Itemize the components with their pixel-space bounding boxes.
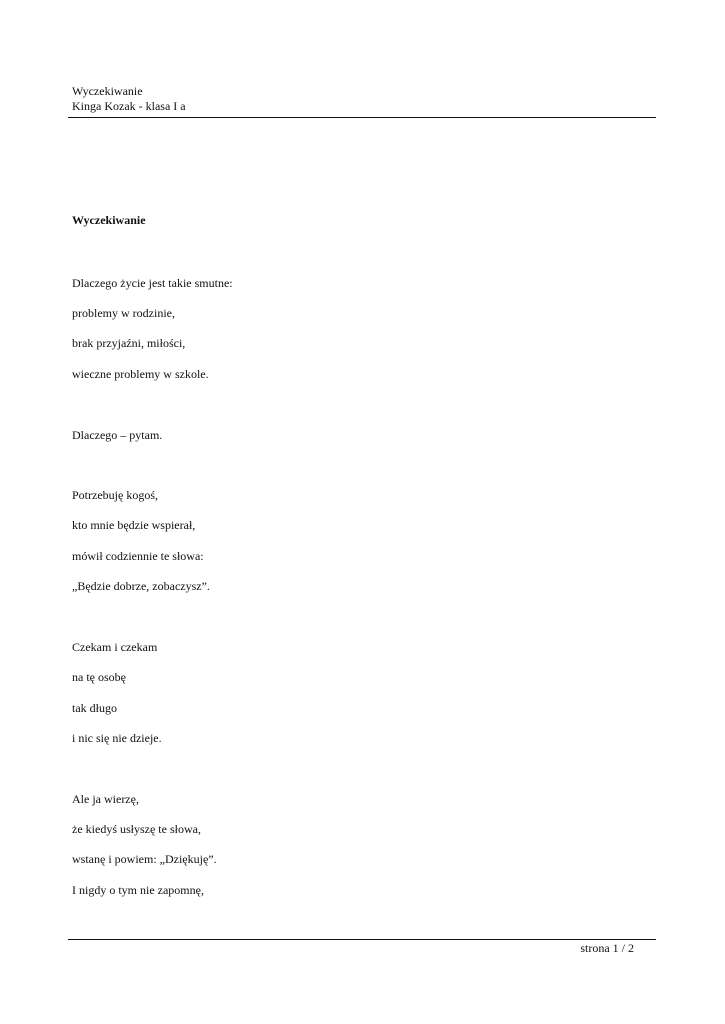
page-header xyxy=(72,84,186,114)
poem-line: Potrzebuję kogoś, xyxy=(72,488,158,502)
poem-line: wstanę i powiem: „Dziękuję”. xyxy=(72,852,217,866)
poem-line: wieczne problemy w szkole. xyxy=(72,367,209,381)
poem-line: tak długo xyxy=(72,701,117,715)
header-author: Kinga Kozak - klasa I a xyxy=(72,99,186,113)
poem-line: mówił codziennie te słowa: xyxy=(72,549,204,563)
poem-line: problemy w rodzinie, xyxy=(72,306,175,320)
poem-line: Dlaczego życie jest takie smutne: xyxy=(72,276,233,290)
header-title: Wyczekiwanie xyxy=(72,84,143,98)
page-number: strona 1 / 2 xyxy=(580,941,634,955)
poem-line: Czekam i czekam xyxy=(72,640,158,654)
poem-line: brak przyjaźni, miłości, xyxy=(72,336,186,350)
footer-divider xyxy=(68,939,656,940)
poem-line: kto mnie będzie wspierał, xyxy=(72,518,196,532)
poem-line: I nigdy o tym nie zapomnę, xyxy=(72,883,204,897)
poem-title: Wyczekiwanie xyxy=(72,213,146,227)
poem-line: Dlaczego – pytam. xyxy=(72,428,163,442)
header-divider xyxy=(68,117,656,118)
poem-line: na tę osobę xyxy=(72,670,126,684)
poem-line: „Będzie dobrze, zobaczysz”. xyxy=(72,579,210,593)
poem-line: że kiedyś usłyszę te słowa, xyxy=(72,822,201,836)
poem-line: Ale ja wierzę, xyxy=(72,792,139,806)
poem-line: i nic się nie dzieje. xyxy=(72,731,162,745)
